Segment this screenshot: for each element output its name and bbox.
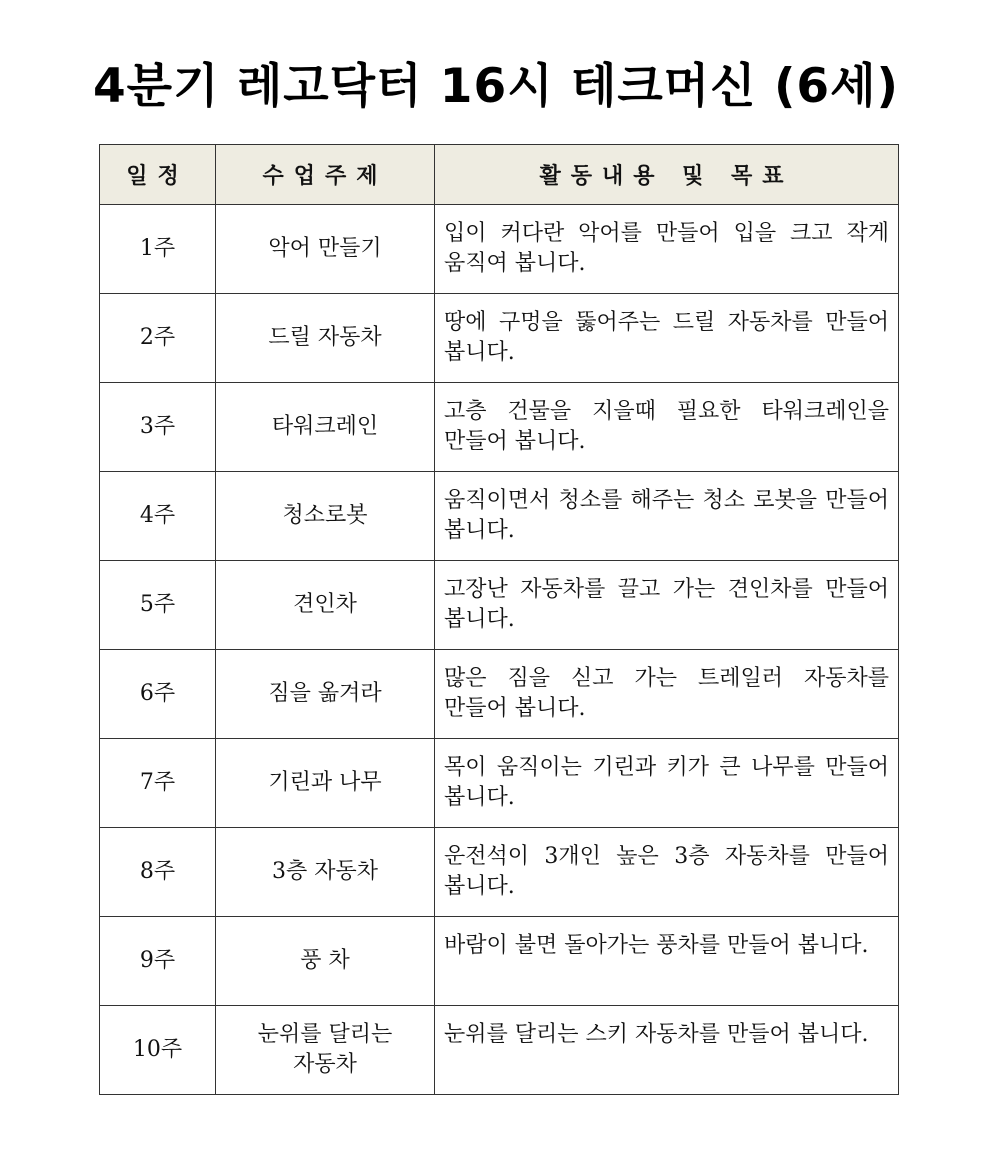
topic-cell: 기린과 나무 <box>216 739 435 828</box>
week-cell: 2주 <box>100 294 216 383</box>
topic-cell <box>216 1006 435 1095</box>
activity-cell <box>435 561 899 650</box>
week-cell: 1주 <box>100 205 216 294</box>
table-row <box>100 1006 899 1095</box>
activity-text: 움직이면서 청소를 해주는 청소 로봇을 만들어 봅니다. <box>444 488 889 543</box>
page-title: 4분기 레고닥터 16시 테크머신 (6세) <box>92 59 900 114</box>
header-topic: 수업주제 <box>216 145 435 205</box>
table-row <box>100 650 899 739</box>
topic-cell: 3층 자동차 <box>216 828 435 917</box>
topic-cell: 드릴 자동차 <box>216 294 435 383</box>
activity-text: 목이 움직이는 기린과 키가 큰 나무를 만들어 봅니다. <box>444 755 889 810</box>
activity-text: 고장난 자동차를 끌고 가는 견인차를 만들어 봅니다. <box>444 577 889 632</box>
table-row <box>100 739 899 828</box>
topic-text: 눈위를 달리는 자동차 <box>257 1022 393 1077</box>
week-cell: 8주 <box>100 828 216 917</box>
activity-cell <box>435 205 899 294</box>
topic-cell: 견인차 <box>216 561 435 650</box>
week-cell: 4주 <box>100 472 216 561</box>
activity-cell <box>435 472 899 561</box>
week-cell: 10주 <box>100 1006 216 1095</box>
activity-cell <box>435 650 899 739</box>
table-row <box>100 472 899 561</box>
activity-cell <box>435 828 899 917</box>
activity-cell <box>435 917 899 1006</box>
topic-cell: 악어 만들기 <box>216 205 435 294</box>
activity-text: 땅에 구멍을 뚫어주는 드릴 자동차를 만들어 봅니다. <box>444 310 889 365</box>
week-cell: 3주 <box>100 383 216 472</box>
activity-cell <box>435 294 899 383</box>
table-row <box>100 205 899 294</box>
activity-cell <box>435 739 899 828</box>
week-cell: 7주 <box>100 739 216 828</box>
topic-cell: 타워크레인 <box>216 383 435 472</box>
activity-text: 운전석이 3개인 높은 3층 자동차를 만들어 봅니다. <box>444 844 889 899</box>
topic-cell: 풍 차 <box>216 917 435 1006</box>
table-header-row <box>100 145 899 205</box>
week-cell: 9주 <box>100 917 216 1006</box>
table-row <box>100 917 899 1006</box>
activity-text: 입이 커다란 악어를 만들어 입을 크고 작게 움직여 봅니다. <box>444 221 889 276</box>
week-cell: 5주 <box>100 561 216 650</box>
activity-cell <box>435 1006 899 1095</box>
activity-text: 바람이 불면 돌아가는 풍차를 만들어 봅니다. <box>444 933 869 958</box>
schedule-table <box>99 144 899 1095</box>
activity-text: 많은 짐을 싣고 가는 트레일러 자동차를 만들어 봅니다. <box>444 666 889 721</box>
table-row <box>100 294 899 383</box>
header-activity: 활동내용 및 목표 <box>435 145 899 205</box>
activity-text: 눈위를 달리는 스키 자동차를 만들어 봅니다. <box>444 1022 869 1047</box>
activity-cell <box>435 383 899 472</box>
table-row <box>100 561 899 650</box>
header-week: 일정 <box>100 145 216 205</box>
table-row <box>100 828 899 917</box>
topic-cell: 짐을 옮겨라 <box>216 650 435 739</box>
topic-cell: 청소로봇 <box>216 472 435 561</box>
week-cell: 6주 <box>100 650 216 739</box>
table-row <box>100 383 899 472</box>
activity-text: 고층 건물을 지을때 필요한 타워크레인을 만들어 봅니다. <box>444 399 889 454</box>
